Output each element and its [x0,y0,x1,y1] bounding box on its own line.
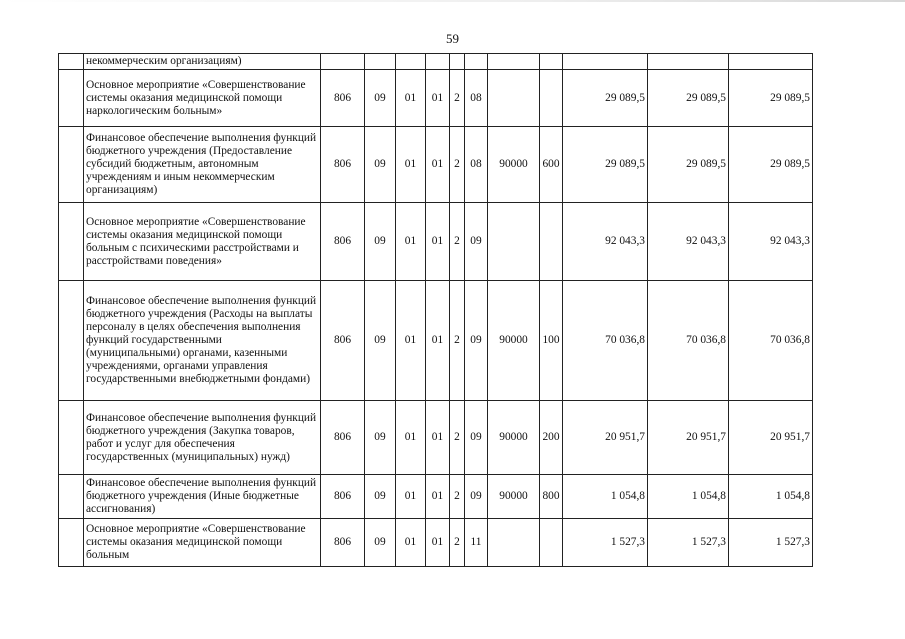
table-row [59,475,813,519]
direction-code-cell [488,519,540,567]
program-code-cell: 01 [426,70,450,127]
table-row [59,401,813,475]
subprogram-code-cell: 2 [450,475,465,519]
ved-cell: 806 [321,281,365,401]
subprogram-code-cell [450,54,465,70]
event-code-cell: 09 [465,281,488,401]
amount-year1-cell: 70 036,8 [563,281,648,401]
amount-year2-cell: 29 089,5 [648,127,729,203]
direction-code-cell: 90000 [488,127,540,203]
direction-code-cell: 90000 [488,401,540,475]
description-cell: Основное мероприятие «Совершенствование системы оказания медицинской помощи больным [84,519,321,567]
scan-edge-shadow [0,0,905,2]
description-cell: Основное мероприятие «Совершенствование системы оказания медицинской помощи наркологическим больным» [84,70,321,127]
podrazdel-cell: 01 [396,401,426,475]
amount-year1-cell [563,54,648,70]
description-cell: Финансовое обеспечение выполнения функций бюджетного учреждения (Иные бюджетные ассигнования) [84,475,321,519]
razdel-cell [365,54,396,70]
program-code-cell: 01 [426,203,450,281]
amount-year2-cell: 1 527,3 [648,519,729,567]
ved-cell: 806 [321,127,365,203]
razdel-cell: 09 [365,401,396,475]
program-code-cell: 01 [426,281,450,401]
row-number-cell [59,519,84,567]
program-code-cell [426,54,450,70]
ved-cell: 806 [321,70,365,127]
direction-code-cell: 90000 [488,475,540,519]
program-code-cell: 01 [426,519,450,567]
direction-code-cell [488,70,540,127]
description-cell: Финансовое обеспечение выполнения функций бюджетного учреждения (Закупка товаров, работ и услуг для обеспечения государственных (муниципальных) нужд) [84,401,321,475]
expense-type-cell: 800 [540,475,563,519]
amount-year2-cell: 20 951,7 [648,401,729,475]
subprogram-code-cell: 2 [450,519,465,567]
expense-type-cell [540,203,563,281]
subprogram-code-cell: 2 [450,281,465,401]
amount-year3-cell [729,54,813,70]
amount-year1-cell: 1 054,8 [563,475,648,519]
razdel-cell: 09 [365,519,396,567]
amount-year2-cell: 29 089,5 [648,70,729,127]
amount-year3-cell: 1 527,3 [729,519,813,567]
amount-year1-cell: 29 089,5 [563,127,648,203]
expense-type-cell: 200 [540,401,563,475]
direction-code-cell: 90000 [488,281,540,401]
row-number-cell [59,127,84,203]
podrazdel-cell: 01 [396,281,426,401]
row-number-cell [59,281,84,401]
event-code-cell: 08 [465,127,488,203]
amount-year3-cell: 92 043,3 [729,203,813,281]
page-number: 59 [446,31,459,46]
amount-year1-cell: 1 527,3 [563,519,648,567]
amount-year3-cell: 29 089,5 [729,70,813,127]
podrazdel-cell: 01 [396,70,426,127]
amount-year2-cell: 70 036,8 [648,281,729,401]
razdel-cell: 09 [365,281,396,401]
amount-year2-cell [648,54,729,70]
subprogram-code-cell: 2 [450,70,465,127]
event-code-cell: 08 [465,70,488,127]
ved-cell: 806 [321,475,365,519]
description-cell: Финансовое обеспечение выполнения функций бюджетного учреждения (Расходы на выплаты персоналу в целях обеспечения выполнения функций государственными (муниципальными) органами, казенными учреждениями, органами управления государственными внебюджетными фондами) [84,281,321,401]
razdel-cell: 09 [365,127,396,203]
subprogram-code-cell: 2 [450,127,465,203]
event-code-cell: 09 [465,475,488,519]
expense-type-cell: 600 [540,127,563,203]
amount-year1-cell: 29 089,5 [563,70,648,127]
ved-cell: 806 [321,401,365,475]
razdel-cell: 09 [365,475,396,519]
podrazdel-cell [396,54,426,70]
table-row [59,281,813,401]
row-number-cell [59,70,84,127]
program-code-cell: 01 [426,401,450,475]
program-code-cell: 01 [426,475,450,519]
table-row [59,54,813,70]
amount-year2-cell: 1 054,8 [648,475,729,519]
table-row [59,70,813,127]
budget-table [58,53,813,567]
expense-type-cell [540,54,563,70]
table-row [59,203,813,281]
direction-code-cell [488,54,540,70]
ved-cell [321,54,365,70]
amount-year1-cell: 20 951,7 [563,401,648,475]
subprogram-code-cell: 2 [450,401,465,475]
ved-cell: 806 [321,203,365,281]
amount-year3-cell: 1 054,8 [729,475,813,519]
podrazdel-cell: 01 [396,203,426,281]
podrazdel-cell: 01 [396,519,426,567]
description-cell: некоммерческим организациям) [84,54,321,70]
podrazdel-cell: 01 [396,127,426,203]
expense-type-cell [540,70,563,127]
row-number-cell [59,401,84,475]
event-code-cell [465,54,488,70]
ved-cell: 806 [321,519,365,567]
amount-year3-cell: 70 036,8 [729,281,813,401]
amount-year2-cell: 92 043,3 [648,203,729,281]
description-cell: Основное мероприятие «Совершенствование системы оказания медицинской помощи больным с психическими расстройствами и расстройствами поведения» [84,203,321,281]
event-code-cell: 09 [465,401,488,475]
amount-year1-cell: 92 043,3 [563,203,648,281]
podrazdel-cell: 01 [396,475,426,519]
row-number-cell [59,475,84,519]
razdel-cell: 09 [365,70,396,127]
razdel-cell: 09 [365,203,396,281]
table-row [59,127,813,203]
expense-type-cell [540,519,563,567]
subprogram-code-cell: 2 [450,203,465,281]
row-number-cell [59,203,84,281]
expense-type-cell: 100 [540,281,563,401]
program-code-cell: 01 [426,127,450,203]
table-row [59,519,813,567]
amount-year3-cell: 20 951,7 [729,401,813,475]
event-code-cell: 09 [465,203,488,281]
event-code-cell: 11 [465,519,488,567]
description-cell: Финансовое обеспечение выполнения функций бюджетного учреждения (Предоставление субсидий бюджетным, автономным учреждениям и иным некоммерческим организациям) [84,127,321,203]
direction-code-cell [488,203,540,281]
row-number-cell [59,54,84,70]
amount-year3-cell: 29 089,5 [729,127,813,203]
